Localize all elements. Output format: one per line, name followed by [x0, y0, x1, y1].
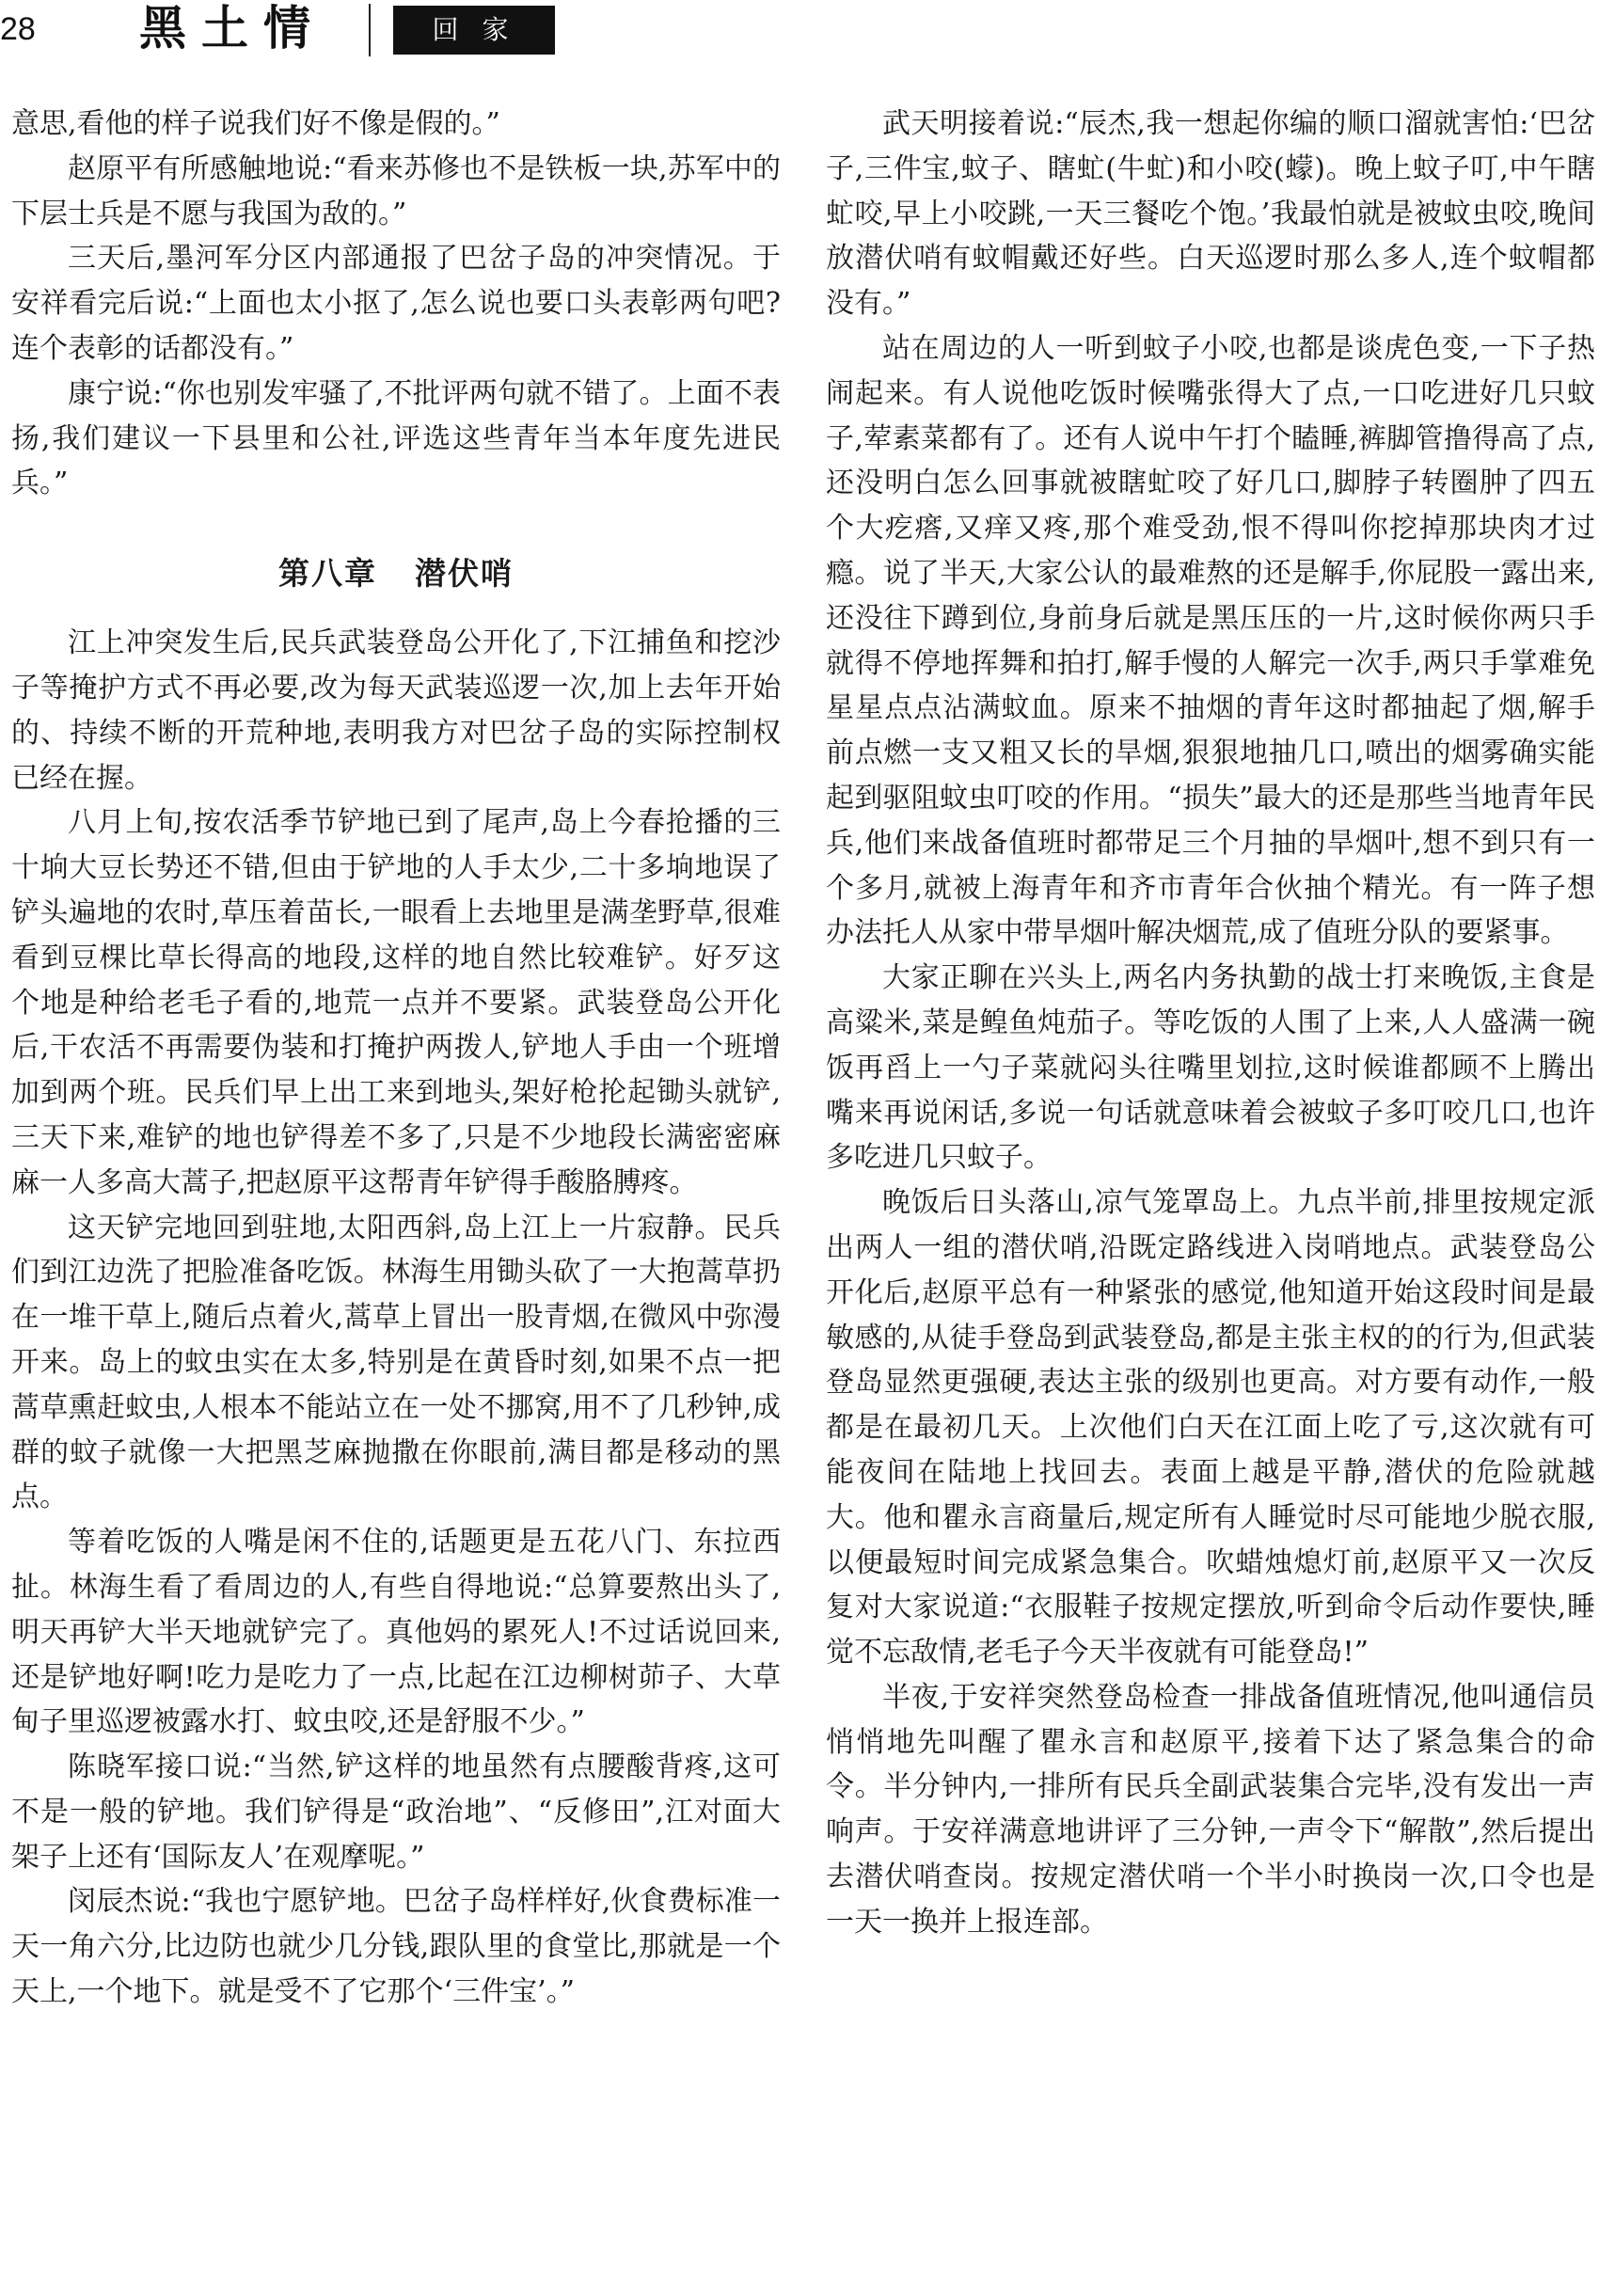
paragraph: 江上冲突发生后,民兵武装登岛公开化了,下江捕鱼和挖沙子等掩护方式不再必要,改为每天武装巡逻一次,加上去年开始的、持续不断的开荒种地,表明我方对巴岔子岛的实际控制权已经在握。 — [11, 626, 781, 795]
paragraph: 站在周边的人一听到蚊子小咬,也都是谈虎色变,一下子热闹起来。有人说他吃饭时候嘴张得大了点,一口吃进好几只蚊子,荤素菜都有了。还有人说中午打个瞌睡,裤脚管撸得高了点,还没明白怎么回事就被瞎虻咬了好几口,脚脖子转圈肿了四五个大疙瘩,又痒又疼,那个难受劲,恨不得叫你挖掉那块肉才过瘾。说了半天,大家公认的最难熬的还是解手,你屁股一露出来,还没往下蹲到位,身前身后就是黑压压的一片,这时候你两只手就得不停地挥舞和拍打,解手慢的人解完一次手,两只手掌难免星星点点沾满蚊血。原来不抽烟的青年这时都抽起了烟,解手前点燃一支又粗又长的旱烟,狠狠地抽几口,喷出的烟雾确实能起到驱阻蚊虫叮咬的作用。“损失”最大的还是那些当地青年民兵,他们来战备值班时都带足三个月抽的旱烟叶,想不到只有一个多月,就被上海青年和齐市青年合伙抽个精光。有一阵子想办法托人从家中带旱烟叶解决烟荒,成了值班分队的要紧事。 — [826, 331, 1595, 950]
paragraph: 晚饭后日头落山,凉气笼罩岛上。九点半前,排里按规定派出两人一组的潜伏哨,沿既定路线进入岗哨地点。武装登岛公开化后,赵原平总有一种紧张的感觉,他知道开始这段时间是最敏感的,从徒手登岛到武装登岛,都是主张主权的的行为,但武装登岛显然更强硬,表达主张的级别也更高。对方要有动作,一般都是在最初几天。上次他们白天在江面上吃了亏,这次就有可能夜间在陆地上找回去。表面上越是平静,潜伏的危险就越大。他和瞿永言商量后,规定所有人睡觉时尽可能地少脱衣服,以便最短时间完成紧急集合。吹蜡烛熄灯前,赵原平又一次反复对大家说道:“衣服鞋子按规定摆放,听到命令后动作要快,睡觉不忘敌情,老毛子今天半夜就有可能登岛!” — [826, 1186, 1595, 1670]
paragraph: 武天明接着说:“辰杰,我一想起你编的顺口溜就害怕:‘巴岔子,三件宝,蚊子、瞎虻(牛虻)和小咬(蠓)。晚上蚊子叮,中午瞎虻咬,早上小咬跳,一天三餐吃个饱。’我最怕就是被蚊虫咬,晚间放潜伏哨有蚊帽戴还好些。白天巡逻时那么多人,连个蚊帽都没有。” — [826, 107, 1595, 321]
paragraph: 意思,看他的样子说我们好不像是假的。” — [11, 107, 500, 140]
paragraph: 闵辰杰说:“我也宁愿铲地。巴岔子岛样样好,伙食费标准一天一角六分,比边防也就少几分钱,跟队里的食堂比,那就是一个天上,一个地下。就是受不了它那个‘三件宝’。” — [11, 1885, 781, 2009]
paragraph: 康宁说:“你也别发牢骚了,不批评两句就不错了。上面不表扬,我们建议一下县里和公社,评选这些青年当本年度先进民兵。” — [11, 376, 781, 500]
right-column — [826, 102, 1595, 1945]
paragraph: 半夜,于安祥突然登岛检查一排战备值班情况,他叫通信员悄悄地先叫醒了瞿永言和赵原平,接着下达了紧急集合的命令。半分钟内,一排所有民兵全副武装集合完毕,没有发出一声响声。于安祥满意地讲评了三分钟,一声令下“解散”,然后提出去潜伏哨查岗。按规定潜伏哨一个半小时换岗一次,口令也是一天一换并上报连部。 — [826, 1680, 1595, 1939]
paragraph: 陈晓军接口说:“当然,铲这样的地虽然有点腰酸背疼,这可不是一般的铲地。我们铲得是“政治地”、“反修田”,江对面大架子上还有‘国际友人’在观摩呢。” — [11, 1750, 781, 1874]
page-header — [0, 0, 1599, 66]
magazine-title: 黑土情 — [139, 0, 325, 55]
chapter-number: 第八章 — [278, 555, 377, 593]
chapter-heading — [11, 551, 781, 596]
paragraph: 三天后,墨河军分区内部通报了巴岔子岛的冲突情况。于安祥看完后说:“上面也太小抠了,怎么说也要口头表彰两句吧?连个表彰的话都没有。” — [11, 242, 781, 365]
chapter-name: 潜伏哨 — [415, 555, 514, 593]
paragraph: 赵原平有所感触地说:“看来苏修也不是铁板一块,苏军中的下层士兵是不愿与我国为敌的。” — [11, 151, 781, 230]
paragraph: 这天铲完地回到驻地,太阳西斜,岛上江上一片寂静。民兵们到江边洗了把脸准备吃饭。林海生用锄头砍了一大抱蒿草扔在一堆干草上,随后点着火,蒿草上冒出一股青烟,在微风中弥漫开来。岛上的蚊虫实在太多,特别是在黄昏时刻,如果不点一把蒿草熏赶蚊虫,人根本不能站立在一处不挪窝,用不了几秒钟,成群的蚊子就像一大把黑芝麻抛撒在你眼前,满目都是移动的黑点。 — [11, 1211, 781, 1514]
header-divider — [369, 4, 371, 56]
paragraph: 大家正聊在兴头上,两名内务执勤的战士打来晚饭,主食是高粱米,菜是鳇鱼炖茄子。等吃饭的人围了上来,人人盛满一碗饭再舀上一勺子菜就闷头往嘴里划拉,这时候谁都顾不上腾出嘴来再说闲话,多说一句话就意味着会被蚊子多叮咬几口,也许多吃进几只蚊子。 — [826, 961, 1595, 1175]
paragraph: 八月上旬,按农活季节铲地已到了尾声,岛上今春抢播的三十垧大豆长势还不错,但由于铲地的人手太少,二十多垧地误了铲头遍地的农时,草压着苗长,一眼看上去地里是满垄野草,很难看到豆棵比草长得高的地段,这样的地自然比较难铲。好歹这个地是种给老毛子看的,地荒一点并不要紧。武装登岛公开化后,干农活不再需要伪装和打掩护两拨人,铲地人手由一个班增加到两个班。民兵们早上出工来到地头,架好枪抡起锄头就铲,三天下来,难铲的地也铲得差不多了,只是不少地段长满密密麻麻一人多高大蒿子,把赵原平这帮青年铲得手酸胳膊疼。 — [11, 806, 781, 1199]
page-number: 28 — [0, 11, 36, 47]
left-column — [11, 102, 781, 2015]
paragraph: 等着吃饭的人嘴是闲不住的,话题更是五花八门、东拉西扯。林海生看了看周边的人,有些自得地说:“总算要熬出头了,明天再铲大半天地就铲完了。真他妈的累死人!不过话说回来,还是铲地好啊!吃力是吃力了一点,比起在江边柳树茆子、大草甸子里巡逻被露水打、蚊虫咬,还是舒服不少。” — [11, 1526, 781, 1739]
section-tag: 回 家 — [393, 6, 555, 55]
